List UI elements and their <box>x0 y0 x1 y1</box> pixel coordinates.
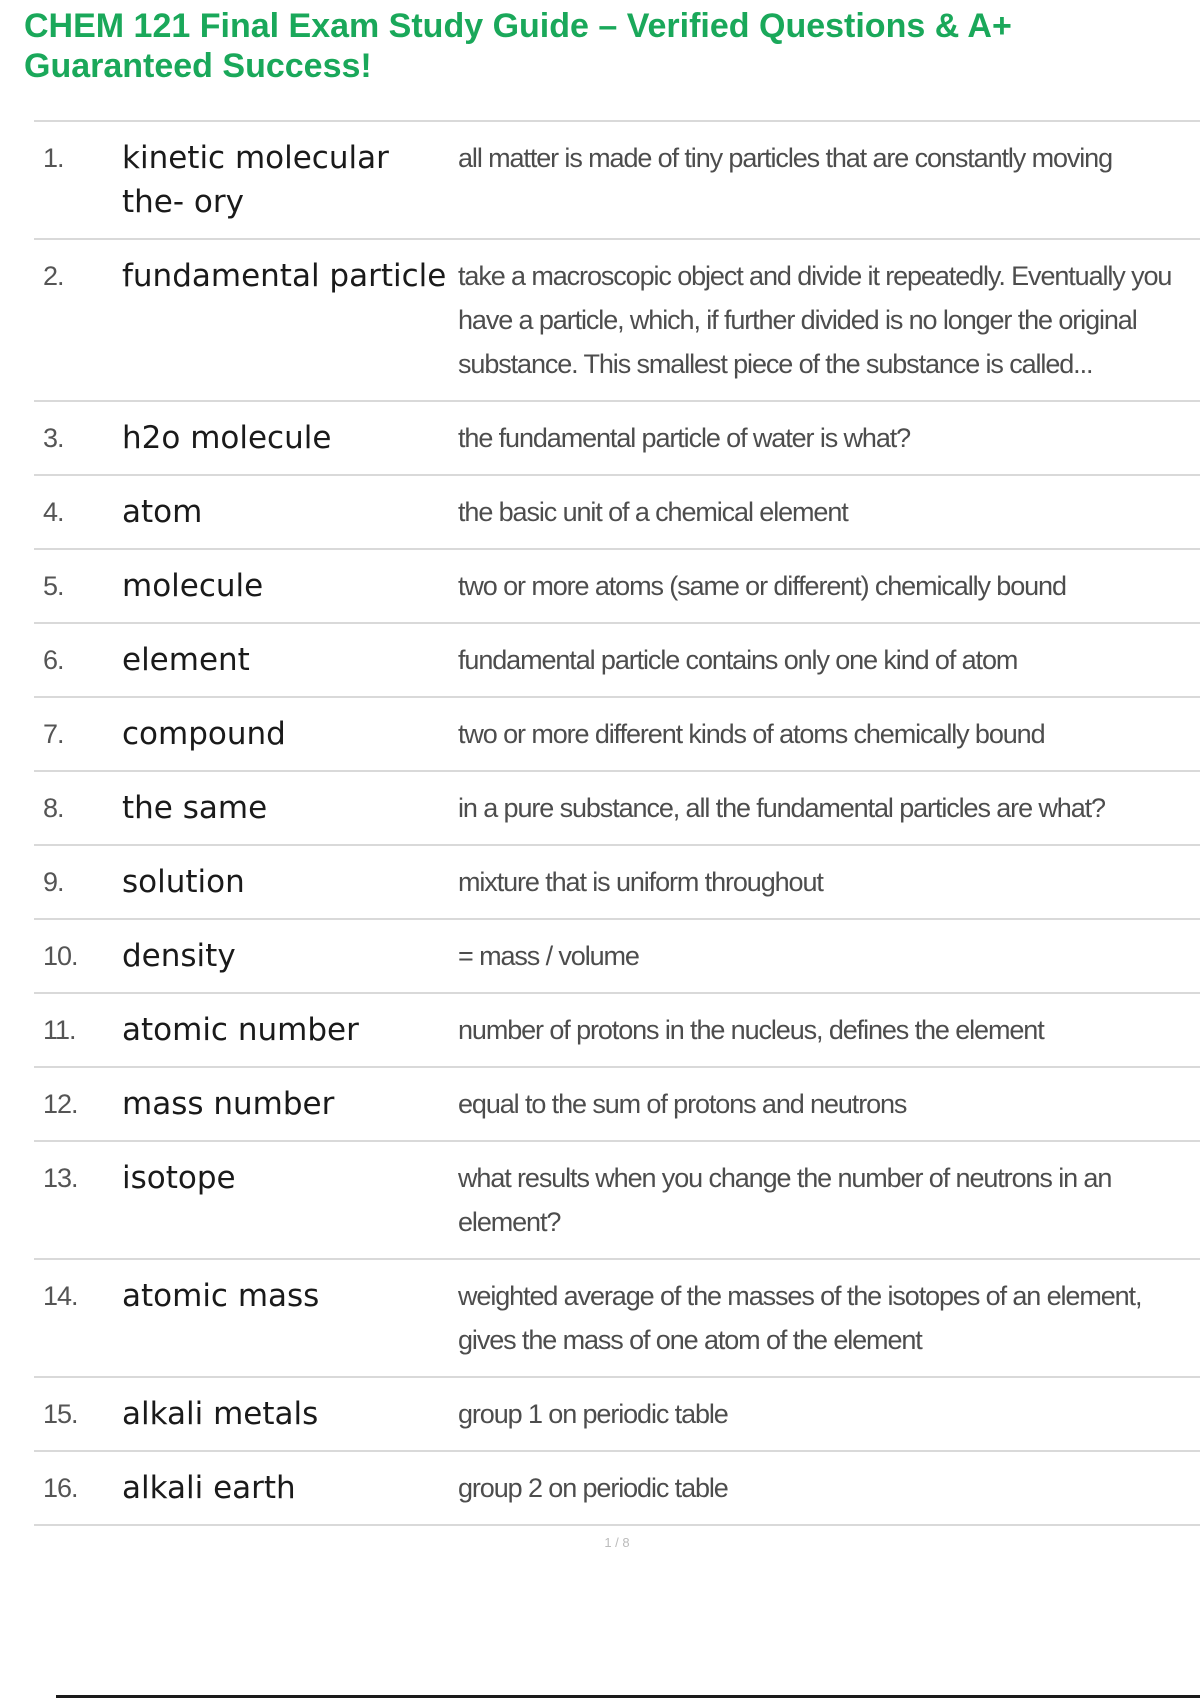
page-title: CHEM 121 Final Exam Study Guide – Verified Questions & A+ Guaranteed Success! <box>24 7 1012 85</box>
table-row <box>34 1378 1200 1452</box>
card-number: 8. <box>43 793 64 823</box>
card-number: 15. <box>43 1399 78 1429</box>
card-term: the same <box>122 790 268 826</box>
card-term: mass number <box>122 1086 335 1122</box>
page-number: 1 / 8 <box>604 1535 630 1550</box>
card-term: compound <box>122 716 286 752</box>
card-definition: = mass / volume <box>458 941 639 971</box>
card-term: density <box>122 938 236 974</box>
table-row <box>34 402 1200 476</box>
card-number: 9. <box>43 867 64 897</box>
card-number: 6. <box>43 645 64 675</box>
card-definition: the fundamental particle of water is what? <box>458 423 911 453</box>
card-number: 3. <box>43 423 64 453</box>
card-definition: number of protons in the nucleus, defines the element <box>458 1015 1044 1045</box>
table-row <box>34 1142 1200 1260</box>
card-number: 1. <box>43 143 64 173</box>
card-term: fundamental particle <box>122 258 447 294</box>
card-definition: all matter is made of tiny particles that are constantly moving <box>458 143 1113 173</box>
card-term: atom <box>122 494 203 530</box>
card-term: isotope <box>122 1160 236 1196</box>
card-definition: group 2 on periodic table <box>458 1473 728 1503</box>
table-row <box>34 240 1200 402</box>
card-number: 10. <box>43 941 78 971</box>
table-row <box>34 550 1200 624</box>
card-definition: weighted average of the masses of the isotopes of an element, gives the mass of one atom of the element <box>458 1281 1142 1355</box>
card-term: atomic mass <box>122 1278 320 1314</box>
card-definition: two or more atoms (same or different) chemically bound <box>458 571 1066 601</box>
card-number: 12. <box>43 1089 78 1119</box>
table-row <box>34 1260 1200 1378</box>
table-row <box>34 994 1200 1068</box>
table-row <box>34 920 1200 994</box>
card-number: 11. <box>43 1015 76 1045</box>
flashcard-table <box>34 120 1200 1526</box>
card-term: kinetic molecular the- ory <box>122 140 389 220</box>
table-row <box>34 122 1200 240</box>
card-term: solution <box>122 864 245 900</box>
card-definition: what results when you change the number of neutrons in an element? <box>458 1163 1112 1237</box>
card-number: 16. <box>43 1473 78 1503</box>
card-term: atomic number <box>122 1012 359 1048</box>
card-definition: fundamental particle contains only one kind of atom <box>458 645 1018 675</box>
card-definition: equal to the sum of protons and neutrons <box>458 1089 907 1119</box>
card-number: 5. <box>43 571 64 601</box>
card-number: 2. <box>43 261 64 291</box>
table-row <box>34 476 1200 550</box>
card-definition: two or more different kinds of atoms chemically bound <box>458 719 1045 749</box>
card-term: h2o molecule <box>122 420 332 456</box>
card-definition: in a pure substance, all the fundamental particles are what? <box>458 793 1105 823</box>
card-definition: the basic unit of a chemical element <box>458 497 848 527</box>
table-row <box>34 624 1200 698</box>
card-term: alkali earth <box>122 1470 296 1506</box>
card-term: element <box>122 642 250 678</box>
table-row <box>34 846 1200 920</box>
card-number: 14. <box>43 1281 78 1311</box>
table-row <box>34 772 1200 846</box>
card-definition: mixture that is uniform throughout <box>458 867 823 897</box>
bottom-divider <box>56 1695 1200 1698</box>
card-term: molecule <box>122 568 264 604</box>
card-definition: group 1 on periodic table <box>458 1399 728 1429</box>
card-term: alkali metals <box>122 1396 319 1432</box>
card-definition: take a macroscopic object and divide it repeatedly. Eventually you have a particle, which, if further divided is no longer the original substance. This smallest piece of the substance is called... <box>458 261 1172 379</box>
card-number: 7. <box>43 719 64 749</box>
card-number: 4. <box>43 497 64 527</box>
table-row <box>34 1068 1200 1142</box>
card-number: 13. <box>43 1163 78 1193</box>
table-row <box>34 698 1200 772</box>
table-row <box>34 1452 1200 1526</box>
